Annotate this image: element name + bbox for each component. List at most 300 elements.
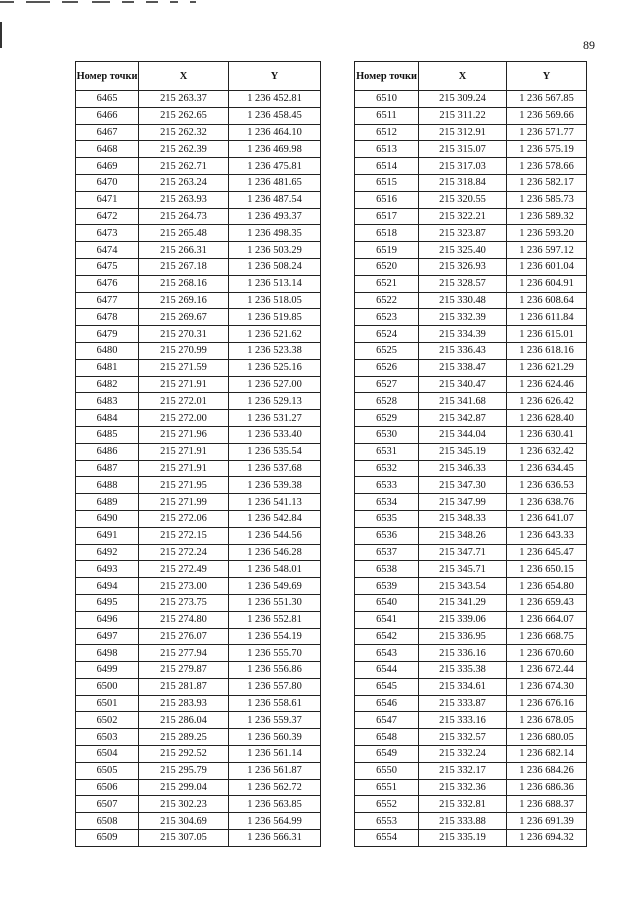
cell-y: 1 236 621.29 xyxy=(507,359,587,376)
cell-x: 215 263.93 xyxy=(139,191,229,208)
cell-x: 215 344.04 xyxy=(419,426,507,443)
cell-x: 215 342.87 xyxy=(419,410,507,427)
table-row xyxy=(76,258,321,275)
cell-x: 215 270.99 xyxy=(139,342,229,359)
cell-point-number: 6495 xyxy=(76,594,139,611)
cell-x: 215 311.22 xyxy=(419,107,507,124)
cell-y: 1 236 541.13 xyxy=(229,494,321,511)
cell-y: 1 236 559.37 xyxy=(229,712,321,729)
column-header-x: X xyxy=(419,62,507,91)
cell-point-number: 6547 xyxy=(355,712,419,729)
cell-x: 215 272.01 xyxy=(139,393,229,410)
table-row xyxy=(355,594,587,611)
cell-x: 215 276.07 xyxy=(139,628,229,645)
table-row xyxy=(76,275,321,292)
table-row xyxy=(355,510,587,527)
table-row xyxy=(76,645,321,662)
cell-point-number: 6523 xyxy=(355,309,419,326)
cell-x: 215 274.80 xyxy=(139,611,229,628)
cell-y: 1 236 641.07 xyxy=(507,510,587,527)
table-row xyxy=(76,91,321,108)
table-row xyxy=(76,678,321,695)
cell-y: 1 236 551.30 xyxy=(229,594,321,611)
cell-y: 1 236 645.47 xyxy=(507,544,587,561)
cell-y: 1 236 575.19 xyxy=(507,141,587,158)
table-row xyxy=(76,410,321,427)
table-row xyxy=(355,242,587,259)
cell-point-number: 6533 xyxy=(355,477,419,494)
cell-y: 1 236 464.10 xyxy=(229,124,321,141)
cell-point-number: 6466 xyxy=(76,107,139,124)
cell-point-number: 6482 xyxy=(76,376,139,393)
cell-point-number: 6497 xyxy=(76,628,139,645)
table-row xyxy=(355,359,587,376)
cell-point-number: 6476 xyxy=(76,275,139,292)
cell-y: 1 236 521.62 xyxy=(229,326,321,343)
table-row xyxy=(76,712,321,729)
cell-x: 215 272.49 xyxy=(139,561,229,578)
cell-y: 1 236 626.42 xyxy=(507,393,587,410)
table-row xyxy=(355,678,587,695)
cell-point-number: 6489 xyxy=(76,494,139,511)
cell-x: 215 299.04 xyxy=(139,779,229,796)
cell-y: 1 236 542.84 xyxy=(229,510,321,527)
cell-x: 215 266.31 xyxy=(139,242,229,259)
table-row xyxy=(355,779,587,796)
table-row xyxy=(76,359,321,376)
cell-y: 1 236 503.29 xyxy=(229,242,321,259)
table-row xyxy=(355,527,587,544)
cell-point-number: 6481 xyxy=(76,359,139,376)
table-row xyxy=(355,443,587,460)
cell-x: 215 312.91 xyxy=(419,124,507,141)
cell-x: 215 332.24 xyxy=(419,746,507,763)
cell-y: 1 236 680.05 xyxy=(507,729,587,746)
table-row xyxy=(76,426,321,443)
table-row xyxy=(355,107,587,124)
cell-x: 215 332.57 xyxy=(419,729,507,746)
cell-x: 215 271.59 xyxy=(139,359,229,376)
cell-x: 215 263.37 xyxy=(139,91,229,108)
cell-x: 215 340.47 xyxy=(419,376,507,393)
cell-point-number: 6507 xyxy=(76,796,139,813)
cell-x: 215 347.71 xyxy=(419,544,507,561)
cell-y: 1 236 650.15 xyxy=(507,561,587,578)
cell-point-number: 6483 xyxy=(76,393,139,410)
cell-x: 215 330.48 xyxy=(419,292,507,309)
cell-point-number: 6494 xyxy=(76,578,139,595)
cell-y: 1 236 691.39 xyxy=(507,813,587,830)
cell-x: 215 341.29 xyxy=(419,594,507,611)
cell-point-number: 6517 xyxy=(355,208,419,225)
cell-y: 1 236 563.85 xyxy=(229,796,321,813)
cell-x: 215 309.24 xyxy=(419,91,507,108)
table-row xyxy=(76,561,321,578)
cell-x: 215 271.91 xyxy=(139,443,229,460)
table-row xyxy=(355,426,587,443)
cell-point-number: 6546 xyxy=(355,695,419,712)
cell-y: 1 236 558.61 xyxy=(229,695,321,712)
cell-y: 1 236 513.14 xyxy=(229,275,321,292)
cell-y: 1 236 578.66 xyxy=(507,158,587,175)
cell-x: 215 332.39 xyxy=(419,309,507,326)
cell-point-number: 6499 xyxy=(76,662,139,679)
cell-point-number: 6548 xyxy=(355,729,419,746)
cell-y: 1 236 458.45 xyxy=(229,107,321,124)
table-row xyxy=(76,393,321,410)
cell-y: 1 236 670.60 xyxy=(507,645,587,662)
scan-edge-marks xyxy=(0,0,640,8)
cell-y: 1 236 518.05 xyxy=(229,292,321,309)
table-row xyxy=(76,594,321,611)
cell-y: 1 236 519.85 xyxy=(229,309,321,326)
cell-x: 215 286.04 xyxy=(139,712,229,729)
cell-x: 215 320.55 xyxy=(419,191,507,208)
table-row xyxy=(76,158,321,175)
cell-point-number: 6551 xyxy=(355,779,419,796)
cell-y: 1 236 659.43 xyxy=(507,594,587,611)
table-body-left xyxy=(76,91,321,847)
cell-point-number: 6529 xyxy=(355,410,419,427)
table-row xyxy=(76,342,321,359)
cell-x: 215 262.32 xyxy=(139,124,229,141)
cell-x: 215 295.79 xyxy=(139,762,229,779)
cell-y: 1 236 469.98 xyxy=(229,141,321,158)
cell-y: 1 236 539.38 xyxy=(229,477,321,494)
cell-point-number: 6531 xyxy=(355,443,419,460)
table-row xyxy=(355,410,587,427)
cell-y: 1 236 493.37 xyxy=(229,208,321,225)
cell-point-number: 6505 xyxy=(76,762,139,779)
table-row xyxy=(76,830,321,847)
cell-point-number: 6542 xyxy=(355,628,419,645)
cell-point-number: 6511 xyxy=(355,107,419,124)
cell-point-number: 6554 xyxy=(355,830,419,847)
cell-y: 1 236 546.28 xyxy=(229,544,321,561)
cell-y: 1 236 585.73 xyxy=(507,191,587,208)
cell-x: 215 347.99 xyxy=(419,494,507,511)
table-row xyxy=(355,494,587,511)
cell-y: 1 236 597.12 xyxy=(507,242,587,259)
cell-point-number: 6475 xyxy=(76,258,139,275)
table-row xyxy=(76,174,321,191)
cell-x: 215 262.71 xyxy=(139,158,229,175)
cell-point-number: 6468 xyxy=(76,141,139,158)
table-row xyxy=(355,376,587,393)
table-row xyxy=(76,662,321,679)
table-row xyxy=(76,124,321,141)
cell-x: 215 264.73 xyxy=(139,208,229,225)
cell-point-number: 6488 xyxy=(76,477,139,494)
cell-point-number: 6493 xyxy=(76,561,139,578)
cell-x: 215 273.00 xyxy=(139,578,229,595)
cell-y: 1 236 601.04 xyxy=(507,258,587,275)
cell-point-number: 6519 xyxy=(355,242,419,259)
table-header-row xyxy=(355,62,587,91)
table-row xyxy=(76,779,321,796)
cell-point-number: 6535 xyxy=(355,510,419,527)
scan-margin-mark xyxy=(0,22,2,48)
cell-x: 215 335.19 xyxy=(419,830,507,847)
column-header-point: Номер точки xyxy=(76,62,139,91)
cell-point-number: 6490 xyxy=(76,510,139,527)
cell-y: 1 236 567.85 xyxy=(507,91,587,108)
cell-point-number: 6525 xyxy=(355,342,419,359)
table-row xyxy=(355,796,587,813)
cell-x: 215 318.84 xyxy=(419,174,507,191)
cell-y: 1 236 668.75 xyxy=(507,628,587,645)
cell-y: 1 236 676.16 xyxy=(507,695,587,712)
table-row xyxy=(76,628,321,645)
cell-y: 1 236 525.16 xyxy=(229,359,321,376)
cell-point-number: 6518 xyxy=(355,225,419,242)
coordinates-table-left xyxy=(75,61,321,847)
cell-point-number: 6487 xyxy=(76,460,139,477)
table-row xyxy=(76,191,321,208)
cell-point-number: 6510 xyxy=(355,91,419,108)
cell-y: 1 236 487.54 xyxy=(229,191,321,208)
cell-point-number: 6478 xyxy=(76,309,139,326)
table-row xyxy=(76,225,321,242)
cell-point-number: 6500 xyxy=(76,678,139,695)
cell-point-number: 6516 xyxy=(355,191,419,208)
table-row xyxy=(355,544,587,561)
cell-point-number: 6470 xyxy=(76,174,139,191)
cell-point-number: 6479 xyxy=(76,326,139,343)
column-header-x: X xyxy=(139,62,229,91)
table-row xyxy=(355,645,587,662)
cell-point-number: 6521 xyxy=(355,275,419,292)
cell-y: 1 236 632.42 xyxy=(507,443,587,460)
table-row xyxy=(355,813,587,830)
cell-x: 215 334.39 xyxy=(419,326,507,343)
cell-y: 1 236 554.19 xyxy=(229,628,321,645)
cell-y: 1 236 624.46 xyxy=(507,376,587,393)
cell-x: 215 332.17 xyxy=(419,762,507,779)
column-header-y: Y xyxy=(229,62,321,91)
table-row xyxy=(355,561,587,578)
table-body-right xyxy=(355,91,587,847)
cell-y: 1 236 498.35 xyxy=(229,225,321,242)
cell-y: 1 236 618.16 xyxy=(507,342,587,359)
cell-x: 215 335.38 xyxy=(419,662,507,679)
table-row xyxy=(76,376,321,393)
cell-x: 215 271.91 xyxy=(139,460,229,477)
table-row xyxy=(76,527,321,544)
cell-y: 1 236 628.40 xyxy=(507,410,587,427)
cell-point-number: 6477 xyxy=(76,292,139,309)
cell-y: 1 236 566.31 xyxy=(229,830,321,847)
cell-point-number: 6515 xyxy=(355,174,419,191)
cell-point-number: 6485 xyxy=(76,426,139,443)
table-row xyxy=(76,107,321,124)
cell-y: 1 236 481.65 xyxy=(229,174,321,191)
table-row xyxy=(76,510,321,527)
cell-x: 215 333.87 xyxy=(419,695,507,712)
cell-x: 215 317.03 xyxy=(419,158,507,175)
cell-y: 1 236 582.17 xyxy=(507,174,587,191)
cell-y: 1 236 537.68 xyxy=(229,460,321,477)
cell-y: 1 236 674.30 xyxy=(507,678,587,695)
cell-x: 215 315.07 xyxy=(419,141,507,158)
cell-x: 215 348.33 xyxy=(419,510,507,527)
cell-y: 1 236 664.07 xyxy=(507,611,587,628)
cell-x: 215 267.18 xyxy=(139,258,229,275)
cell-point-number: 6545 xyxy=(355,678,419,695)
cell-y: 1 236 531.27 xyxy=(229,410,321,427)
table-row xyxy=(355,578,587,595)
table-row xyxy=(76,544,321,561)
table-row xyxy=(76,729,321,746)
table-row xyxy=(76,208,321,225)
column-header-y: Y xyxy=(507,62,587,91)
table-row xyxy=(355,124,587,141)
cell-point-number: 6484 xyxy=(76,410,139,427)
cell-x: 215 339.06 xyxy=(419,611,507,628)
cell-y: 1 236 533.40 xyxy=(229,426,321,443)
table-row xyxy=(355,342,587,359)
table-row xyxy=(355,477,587,494)
cell-y: 1 236 562.72 xyxy=(229,779,321,796)
cell-point-number: 6465 xyxy=(76,91,139,108)
cell-x: 215 333.16 xyxy=(419,712,507,729)
cell-x: 215 271.91 xyxy=(139,376,229,393)
cell-x: 215 262.65 xyxy=(139,107,229,124)
cell-x: 215 307.05 xyxy=(139,830,229,847)
table-row xyxy=(355,662,587,679)
cell-point-number: 6541 xyxy=(355,611,419,628)
table-row xyxy=(355,830,587,847)
table-row xyxy=(355,191,587,208)
cell-y: 1 236 672.44 xyxy=(507,662,587,679)
table-row xyxy=(355,91,587,108)
table-row xyxy=(76,242,321,259)
cell-y: 1 236 593.20 xyxy=(507,225,587,242)
cell-point-number: 6532 xyxy=(355,460,419,477)
cell-y: 1 236 552.81 xyxy=(229,611,321,628)
table-row xyxy=(355,158,587,175)
cell-point-number: 6513 xyxy=(355,141,419,158)
table-row xyxy=(355,393,587,410)
cell-point-number: 6486 xyxy=(76,443,139,460)
cell-x: 215 343.54 xyxy=(419,578,507,595)
cell-point-number: 6549 xyxy=(355,746,419,763)
cell-x: 215 272.06 xyxy=(139,510,229,527)
cell-y: 1 236 556.86 xyxy=(229,662,321,679)
cell-point-number: 6508 xyxy=(76,813,139,830)
cell-x: 215 336.95 xyxy=(419,628,507,645)
cell-point-number: 6552 xyxy=(355,796,419,813)
cell-y: 1 236 604.91 xyxy=(507,275,587,292)
cell-y: 1 236 634.45 xyxy=(507,460,587,477)
cell-x: 215 345.71 xyxy=(419,561,507,578)
cell-y: 1 236 561.87 xyxy=(229,762,321,779)
cell-point-number: 6480 xyxy=(76,342,139,359)
cell-y: 1 236 589.32 xyxy=(507,208,587,225)
table-row xyxy=(355,309,587,326)
table-row xyxy=(355,326,587,343)
table-row xyxy=(76,695,321,712)
cell-point-number: 6492 xyxy=(76,544,139,561)
column-header-point: Номер точки xyxy=(355,62,419,91)
cell-x: 215 272.00 xyxy=(139,410,229,427)
cell-x: 215 323.87 xyxy=(419,225,507,242)
cell-y: 1 236 684.26 xyxy=(507,762,587,779)
table-row xyxy=(355,225,587,242)
cell-y: 1 236 523.38 xyxy=(229,342,321,359)
cell-point-number: 6528 xyxy=(355,393,419,410)
cell-x: 215 272.15 xyxy=(139,527,229,544)
cell-y: 1 236 527.00 xyxy=(229,376,321,393)
cell-x: 215 265.48 xyxy=(139,225,229,242)
cell-point-number: 6527 xyxy=(355,376,419,393)
cell-x: 215 333.88 xyxy=(419,813,507,830)
table-row xyxy=(76,796,321,813)
cell-y: 1 236 508.24 xyxy=(229,258,321,275)
cell-x: 215 262.39 xyxy=(139,141,229,158)
cell-point-number: 6520 xyxy=(355,258,419,275)
cell-x: 215 269.67 xyxy=(139,309,229,326)
cell-point-number: 6514 xyxy=(355,158,419,175)
cell-y: 1 236 555.70 xyxy=(229,645,321,662)
cell-y: 1 236 688.37 xyxy=(507,796,587,813)
cell-x: 215 273.75 xyxy=(139,594,229,611)
table-row xyxy=(355,275,587,292)
cell-point-number: 6503 xyxy=(76,729,139,746)
cell-point-number: 6553 xyxy=(355,813,419,830)
cell-x: 215 281.87 xyxy=(139,678,229,695)
cell-y: 1 236 678.05 xyxy=(507,712,587,729)
cell-point-number: 6540 xyxy=(355,594,419,611)
table-row xyxy=(355,258,587,275)
cell-y: 1 236 544.56 xyxy=(229,527,321,544)
cell-point-number: 6530 xyxy=(355,426,419,443)
cell-y: 1 236 557.80 xyxy=(229,678,321,695)
cell-y: 1 236 694.32 xyxy=(507,830,587,847)
cell-point-number: 6522 xyxy=(355,292,419,309)
cell-x: 215 341.68 xyxy=(419,393,507,410)
cell-y: 1 236 615.01 xyxy=(507,326,587,343)
cell-y: 1 236 608.64 xyxy=(507,292,587,309)
cell-point-number: 6512 xyxy=(355,124,419,141)
cell-x: 215 271.96 xyxy=(139,426,229,443)
table-row xyxy=(76,292,321,309)
cell-point-number: 6509 xyxy=(76,830,139,847)
cell-x: 215 272.24 xyxy=(139,544,229,561)
cell-x: 215 271.95 xyxy=(139,477,229,494)
cell-y: 1 236 548.01 xyxy=(229,561,321,578)
table-row xyxy=(355,292,587,309)
cell-point-number: 6550 xyxy=(355,762,419,779)
page-number: 89 xyxy=(583,38,595,52)
cell-point-number: 6526 xyxy=(355,359,419,376)
cell-x: 215 304.69 xyxy=(139,813,229,830)
table-row xyxy=(355,208,587,225)
cell-x: 215 268.16 xyxy=(139,275,229,292)
cell-y: 1 236 630.41 xyxy=(507,426,587,443)
cell-y: 1 236 682.14 xyxy=(507,746,587,763)
cell-y: 1 236 654.80 xyxy=(507,578,587,595)
cell-point-number: 6544 xyxy=(355,662,419,679)
cell-x: 215 332.36 xyxy=(419,779,507,796)
cell-x: 215 270.31 xyxy=(139,326,229,343)
cell-x: 215 283.93 xyxy=(139,695,229,712)
table-row xyxy=(76,494,321,511)
cell-x: 215 336.16 xyxy=(419,645,507,662)
table-row xyxy=(355,695,587,712)
cell-point-number: 6501 xyxy=(76,695,139,712)
cell-y: 1 236 529.13 xyxy=(229,393,321,410)
